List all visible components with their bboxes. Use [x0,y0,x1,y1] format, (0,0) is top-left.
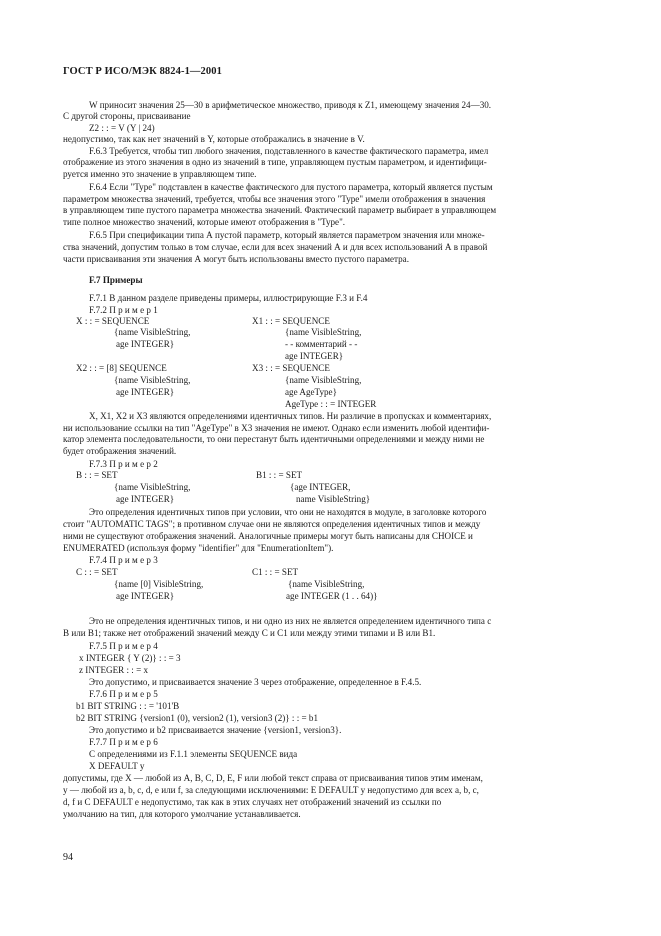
text-line: руется именно это значение в управляющем типе. [63,169,257,179]
example-heading: F.7.3 П р и м е р 2 [89,459,158,469]
code-line: b1 BIT STRING : : = '101'B [76,701,180,711]
code-line: age INTEGER} [116,387,175,397]
code-line: age INTEGER} [116,494,175,504]
text-line: недопустимо, так как нет значений в Y, которые отображались в значение в V. [63,134,365,144]
code-line: b2 BIT STRING {version1 (0), version2 (1), version3 (2)} : : = b1 [76,713,319,723]
text-line: будет отображения значений. [63,446,177,456]
text-line: части присваивания эти значения А могут быть использованы вместо пустого параметра. [63,254,409,264]
code-line: age AgeType} [285,387,337,397]
text-line: F.6.4 Если "Type" подставлен в качестве фактического для пустого параметра, который является пустым [89,182,493,192]
page-number: 94 [63,852,73,863]
code-line: name VisibleString} [296,494,371,504]
code-line: B1 : : = SET [256,470,303,480]
example-heading: F.7.2 П р и м е р 1 [89,305,158,315]
text-line: F.7.1 В данном разделе приведены примеры, иллюстрирующие F.3 и F.4 [89,293,368,303]
text-line: ENUMERATED (используя форму "identifier" для "EnumerationItem"). [63,543,334,553]
code-line: {name VisibleString, [114,327,191,337]
text-line: отображение из этого значения в одно из значений в типе, управляющем пустым параметром, и идентифици- [63,157,487,167]
text-line: X, X1, X2 и X3 являются определениями идентичных типов. Ни различие в пропусках и комментариях, [89,411,492,421]
code-line: C : : = SET [76,567,118,577]
code-line: {name VisibleString, [114,482,191,492]
text-line: С другой стороны, присваивание [63,111,191,121]
code-line: Z2 : : = V (Y | 24) [89,123,155,133]
text-line: типе полное множество значений, которые имеют отображения в "Type". [63,217,346,227]
text-line: d, f и C DEFAULT e недопустимо, так как в этих случаях нет отображений значений из ссылки по [63,797,442,807]
code-line: X DEFAULT y [89,761,145,771]
text-line: умолчанию на тип, для которого умолчание устанавливается. [63,809,301,819]
text-line: С определениями из F.1.1 элементы SEQUENCE вида [89,749,298,759]
text-line: параметром множества значений, требуется, чтобы все значения этого "Type" имели отображения в значения [63,194,486,204]
text-line: W приносит значения 25—30 в арифметическое множество, приводя к Z1, имеющему значения 24—30. [89,100,492,110]
code-line: X2 : : = [8] SEQUENCE [76,363,167,373]
code-line: {name VisibleString, [285,375,362,385]
code-line: X : : = SEQUENCE [76,316,150,326]
code-line: x INTEGER { Y (2)} : : = 3 [79,653,181,663]
code-line: {name VisibleString, [288,579,365,589]
text-line: ни использование ссылки на тип "AgeType" в X3 значения не имеют. Однако если изменить любой идентифи- [63,423,490,433]
text-line: y — любой из a, b, c, d, e или f, за следующими исключениями: E DEFAULT y недопустимо для всех a, b, c, [63,785,479,795]
section-heading: F.7 Примеры [89,275,143,285]
code-line: {name [0] VisibleString, [114,579,204,589]
text-line: ства значений, допустим только в том случае, если для всех значений А и для всех использований А в правой [63,242,488,252]
code-line: {age INTEGER, [290,482,351,492]
text-line: катор элемента последовательности, то они перестанут быть идентичными определениями и между ними не [63,434,485,444]
code-line: AgeType : : = INTEGER [285,399,377,409]
code-line: age INTEGER} [285,351,344,361]
code-line: X1 : : = SEQUENCE [252,316,330,326]
code-line: age INTEGER (1 . . 64)} [286,591,378,601]
code-line: age INTEGER} [116,591,175,601]
text-line: в управляющем типе пустого параметра множества значений. Фактический параметр выбирает в управляющем [63,205,497,215]
text-line: F.6.5 При спецификации типа А пустой параметр, который является параметром значения или множе- [89,230,485,240]
code-line: {name VisibleString, [114,375,191,385]
code-line: B : : = SET [76,470,118,480]
code-line: C1 : : = SET [252,567,299,577]
text-line: Это определения идентичных типов при условии, что они не находятся в модуле, в заголовке которого [89,507,487,517]
text-line: Это не определения идентичных типов, и ни одно из них не является определением идентичного типа с [89,616,492,626]
example-heading: F.7.6 П р и м е р 5 [89,689,158,699]
code-line: X3 : : = SEQUENCE [252,363,330,373]
example-heading: F.7.7 П р и м е р 6 [89,737,158,747]
code-line: {name VisibleString, [285,327,362,337]
code-line: - - комментарий - - [285,339,358,349]
text-line: Это допустимо и b2 присваивается значение {version1, version3}. [89,725,342,735]
text-line: F.6.3 Требуется, чтобы тип любого значения, подставленного в качестве фактического параметра, имел [89,146,489,156]
text-line: допустимы, где X — любой из A, B, C, D, E, F или любой текст справа от присваивания типов этим именам, [63,773,483,783]
example-heading: F.7.5 П р и м е р 4 [89,641,158,651]
text-line: стоит "AUTOMATIC TAGS"; в противном случае они не являются определения идентичных типов и между [63,519,481,529]
example-heading: F.7.4 П р и м е р 3 [89,555,158,565]
code-line: z INTEGER : : = x [79,665,149,675]
text-line: ними не существуют отображения значений. Аналогичные примеры могут быть написаны для CHOICE и [63,531,473,541]
text-line: B или B1; также нет отображений значений между C и C1 или между этими типами и B или B1. [63,628,436,638]
page-header: ГОСТ Р ИСО/МЭК 8824-1—2001 [63,66,222,77]
text-line: Это допустимо, и присваивается значение 3 через отображение, определенное в F.4.5. [89,677,422,687]
code-line: age INTEGER} [116,339,175,349]
